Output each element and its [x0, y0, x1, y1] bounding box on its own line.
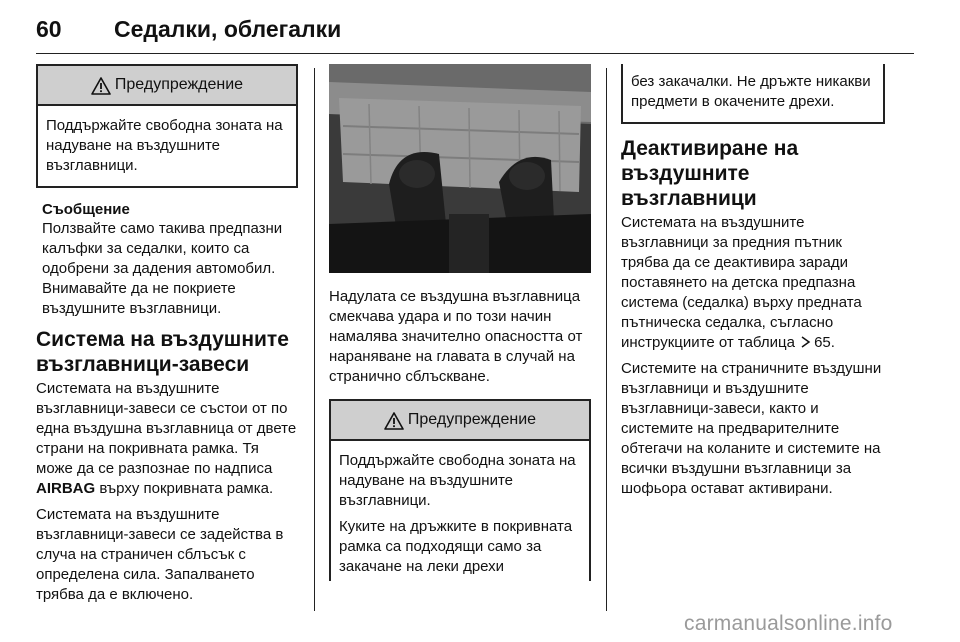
column-2 — [329, 64, 591, 581]
column-divider — [314, 68, 315, 611]
column-1 — [36, 64, 298, 605]
text-run: Системата на въздушните възглавници-завеси се състои от по една въздушна възглавница от двете страни на покривната рамка. Тя може да се разпознае по надписа — [36, 380, 297, 477]
warning-triangle-icon — [384, 412, 404, 430]
page-reference-icon — [800, 336, 811, 348]
warning-title: Предупреждение — [407, 411, 537, 428]
body-paragraph: Системите на страничните въздушни възглавници и въздушните възглавници-завеси, както и системите на предварителните обтегачи на коланите и системите на всички въздушни възглавници за шофьора остават активирани. — [621, 360, 882, 497]
photo-caption: Надулата се въздушна възглавница смекчава удара и по този начин намалява значително опасността от нараняване на главата в случай на странично сблъскване. — [329, 288, 583, 385]
body-paragraph: Системата на въздушните възглавници-завеси се задейства в случа на страничен сблъсък с определена сила. Запалването трябва да е включено. — [36, 506, 284, 603]
note — [36, 201, 298, 319]
section-heading: Деактивиране на въздушните възглавници — [621, 137, 799, 210]
section-heading: Система на въздушните възглавници-завеси — [36, 328, 289, 376]
warning-text — [38, 106, 296, 186]
chapter-title: Седалки, облегалки — [114, 16, 342, 42]
warning-paragraph: Поддържайте свободна зоната на надуване на въздушните възглавници. — [339, 452, 576, 509]
column-3 — [621, 64, 885, 499]
warning-continued-box — [621, 64, 885, 124]
note-label: Съобщение — [42, 201, 130, 218]
warning-triangle-icon — [91, 77, 111, 95]
text-run: Системата на въздушните възглавници за предния пътник трябва да се деактивира заради поставянето на детска предпазна система (седалка) върху предната пътническа седалка, съгласно инструкциите от таблица — [621, 214, 862, 351]
page-number: 60 — [36, 16, 62, 42]
body-paragraph — [621, 213, 885, 353]
watermark: carmanualsonline.info — [684, 612, 893, 635]
warning-box — [36, 64, 298, 188]
warning-box — [329, 399, 591, 581]
warning-text — [331, 441, 589, 581]
warning-paragraph: без закачалки. Не дръжте никакви предмети в окачените дрехи. — [631, 73, 871, 110]
column-divider — [606, 68, 607, 611]
warning-title: Предупреждение — [114, 76, 244, 93]
note-text: Ползвайте само такива предпазни калъфки за седалки, които са одобрени за дадения автомобил. Внимавайте да не покриете въздушните възглавници. — [42, 220, 283, 317]
car-interior-illustration — [329, 64, 591, 273]
curtain-airbag-photo — [329, 64, 591, 273]
page-reference[interactable]: 65. — [814, 334, 835, 351]
airbag-label: AIRBAG — [36, 480, 96, 497]
body-paragraph — [36, 379, 298, 499]
page-header — [36, 14, 914, 54]
warning-paragraph: Куките на дръжките в покривната рамка са подходящи само за закачане на леки дрехи — [339, 518, 573, 575]
warning-header — [331, 401, 589, 441]
warning-header — [38, 66, 296, 106]
warning-paragraph: Поддържайте свободна зоната на надуване на въздушните възглавници. — [46, 117, 283, 174]
text-run: върху покривната рамка. — [95, 480, 274, 497]
